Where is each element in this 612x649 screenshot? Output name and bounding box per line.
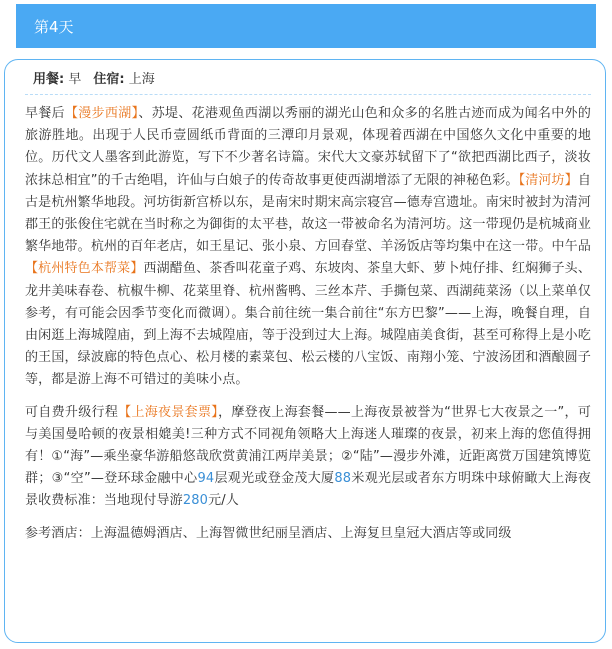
day-title: 第4天 bbox=[34, 17, 74, 36]
optional-text-3: 层观光或登金茂大厦 bbox=[214, 471, 335, 487]
stay-label: 住宿: bbox=[93, 71, 125, 87]
meal-lodging-row bbox=[25, 60, 591, 95]
highlight-night-view-ticket: 上海夜景套票 bbox=[131, 404, 212, 420]
optional-text-2: ，摩登夜上海套餐——上海夜景被誉为“世界七大夜景之一”，可与美国曼哈顿的夜景相媲美!三种方式不同视角领略大上海迷人璀璨的夜景，初来上海的您值得拥有！①“海”—乘坐豪华游船悠哉欣赏黄浦江两岸美景；②“陆”—漫步外滩，近距离赏万国建筑博览群；③“空”—登环球金融中心 bbox=[25, 404, 592, 487]
optional-upgrade-description: 可自费升级行程【上海夜景套票】，摩登夜上海套餐——上海夜景被誉为“世界七大夜景之一”，可与美国曼哈顿的夜景相媲美!三种方式不同视角领略大上海迷人璀璨的夜景，初来上海的您值得拥有！①“海”—乘坐豪华游船悠哉欣赏黄浦江两岸美景；②“陆”—漫步外滩，近距离赏万国建筑博览群；③“空”—登环球金融中心94层观光或登金茂大厦88米观光层或者东方明珠中球俯瞰大上海夜景收费标准：当地现付导游280元/人 bbox=[25, 404, 592, 509]
floor-number-94: 94 bbox=[197, 471, 215, 487]
day-header bbox=[16, 4, 596, 48]
meter-number-88: 88 bbox=[334, 471, 352, 487]
itinerary-text-2: 、苏堤、花港观鱼西湖以秀丽的湖光山色和众多的名胜古迹而成为闻名中外的旅游胜地。出现于人民币壹圆纸币背面的三潭印月景观，体现着西湖在中国悠久文化中重要的地位。历代文人墨客到此游览，写下不少著名诗篇。宋代大文豪苏轼留下了“欲把西湖比西子，淡妆浓抹总相宜”的千古绝唱，许仙与白娘子的传奇故事更使西湖增添了无限的神秘色彩。 bbox=[25, 106, 592, 188]
optional-text-4: 米观光层或者东方明珠中球俯瞰大上海夜景收费标准：当地现付导游 bbox=[25, 471, 591, 509]
reference-hotel: 参考酒店：上海温德姆酒店、上海智微世纪丽呈酒店、上海复旦皇冠大酒店等或同级 bbox=[25, 525, 512, 541]
itinerary-text-3: 自古是杭州繁华地段。河坊街新宫桥以东，是南宋时期宋高宗寝宫—德寿宫遗址。南宋时被封为清河郡王的张俊住宅就在当时称之为御街的太平巷，故这一带被命名为清河坊。这一带现仍是杭城商业繁华地带。杭州的百年老店，如王星记、张小泉、方回春堂、羊汤饭店等均集中在这一带。中午品 bbox=[25, 172, 591, 255]
optional-text-5: 元/人 bbox=[208, 493, 239, 509]
highlight-hangzhou-cuisine: 杭州特色本帮菜 bbox=[38, 261, 131, 277]
highlight-west-lake: 漫步西湖 bbox=[78, 106, 132, 121]
itinerary-card bbox=[4, 59, 606, 643]
itinerary-text-4: 西湖醋鱼、茶香叫花童子鸡、东坡肉、茶皇大虾、萝卜炖仔排、红焖狮子头、龙井美味春卷、杭椒牛柳、花菜里脊、杭州酱鸭、三丝本芹、手撕包菜、西湖莼菜汤（以上菜单仅参考，有可能会因季节变化而微调）。集合前往统一集合前往“东方巴黎”——上海，晚餐自理，自由闲逛上海城隍庙，到上海不去城隍庙，等于没到过大上海。城隍庙美食街，甚至可称得上是小吃的王国，绿波廊的特色点心、松月楼的素菜包、松云楼的八宝饭、南翔小笼、宁波汤团和酒酿圆子等，都是游上海不可错过的美味小点。 bbox=[25, 261, 591, 388]
meal-value: 早 bbox=[68, 71, 82, 87]
optional-text-1: 可自费升级行程 bbox=[25, 404, 119, 420]
meal-label: 用餐: bbox=[33, 71, 65, 87]
price-number-280: 280 bbox=[182, 493, 209, 509]
itinerary-description: 早餐后【漫步西湖】、苏堤、花港观鱼西湖以秀丽的湖光山色和众多的名胜古迹而成为闻名中外的旅游胜地。出现于人民币壹圆纸币背面的三潭印月景观，体现着西湖在中国悠久文化中重要的地位。历代文人墨客到此游览，写下不少著名诗篇。宋代大文豪苏轼留下了“欲把西湖比西子，淡妆浓抹总相宜”的千古绝唱，许仙与白娘子的传奇故事更使西湖增添了无限的神秘色彩。【清河坊】自古是杭州繁华地段。河坊街新宫桥以东，是南宋时期宋高宗寝宫—德寿宫遗址。南宋时被封为清河郡王的张俊住宅就在当时称之为御街的太平巷，故这一带被命名为清河坊。这一带现仍是杭城商业繁华地带。杭州的百年老店，如王星记、张小泉、方回春堂、羊汤饭店等均集中在这一带。中午品【杭州特色本帮菜】西湖醋鱼、茶香叫花童子鸡、东坡肉、茶皇大虾、萝卜炖仔排、红焖狮子头、龙井美味春卷、杭椒牛柳、花菜里脊、杭州酱鸭、三丝本芹、手撕包菜、西湖莼菜汤（以上菜单仅参考，有可能会因季节变化而微调）。集合前往统一集合前往“东方巴黎”——上海，晚餐自理，自由闲逛上海城隍庙，到上海不去城隍庙，等于没到过大上海。城隍庙美食街，甚至可称得上是小吃的王国，绿波廊的特色点心、松月楼的素菜包、松云楼的八宝饭、南翔小笼、宁波汤团和酒酿圆子等，都是游上海不可错过的美味小点。 bbox=[25, 106, 592, 388]
highlight-qinghefang: 清河坊 bbox=[525, 172, 565, 188]
itinerary-text-1: 早餐后 bbox=[25, 106, 65, 121]
stay-value: 上海 bbox=[128, 71, 155, 87]
